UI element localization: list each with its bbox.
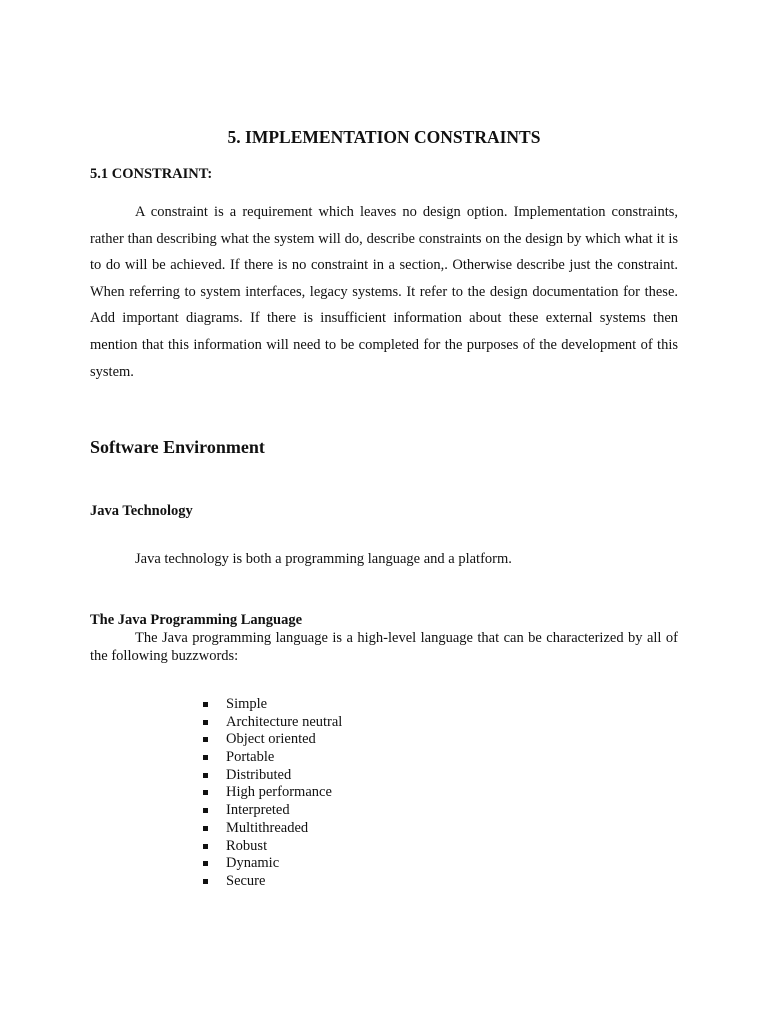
list-item-text: Dynamic [226, 855, 280, 872]
list-item [200, 784, 342, 802]
square-bullet-icon [203, 879, 208, 884]
java-language-section [90, 611, 678, 665]
java-language-heading: The Java Programming Language [90, 612, 302, 628]
list-item [200, 731, 342, 749]
section-heading-constraint: 5.1 CONSTRAINT: [90, 166, 213, 182]
list-item [200, 696, 342, 714]
list-item-text: Simple [226, 696, 268, 712]
square-bullet-icon [203, 720, 208, 725]
square-bullet-icon [203, 790, 208, 795]
list-item-text: Interpreted [226, 802, 290, 819]
java-technology-heading: Java Technology [90, 503, 193, 519]
list-item [200, 767, 342, 785]
list-item-text: Architecture neutral [226, 713, 343, 730]
list-item [200, 802, 342, 820]
square-bullet-icon [203, 773, 208, 778]
software-environment-heading: Software Environment [90, 437, 265, 457]
list-item [200, 873, 342, 891]
list-item [200, 838, 342, 856]
buzzword-list [200, 696, 342, 891]
list-item [200, 714, 342, 732]
list-item-text: Object oriented [226, 731, 316, 748]
java-technology-paragraph: Java technology is both a programming language and a platform. [135, 551, 512, 567]
constraint-paragraph: A constraint is a requirement which leaves no design option. Implementation constraints, rather than describing what the system will do, describe constraints on the design by which what it is to do will be achieved. If there is no constraint in a section,. Otherwise describe just the constraint. When referring to system interfaces, legacy systems. It refer to the design documentation for these. Add important diagrams. If there is insufficient information about these external systems then mention that this information will need to be completed for the purposes of the development of this system. [90, 204, 678, 380]
square-bullet-icon [203, 755, 208, 760]
square-bullet-icon [203, 808, 208, 813]
list-item [200, 820, 342, 838]
list-item-text: Secure [226, 872, 266, 889]
square-bullet-icon [203, 844, 208, 849]
square-bullet-icon [203, 861, 208, 866]
list-item-text: Robust [226, 837, 268, 854]
java-language-paragraph: The Java programming language is a high-level language that can be characterized by all of the following buzzwords: [90, 630, 678, 664]
square-bullet-icon [203, 826, 208, 831]
list-item-text: High performance [226, 784, 332, 801]
list-item [200, 855, 342, 873]
square-bullet-icon [203, 737, 208, 742]
list-item-text: Multithreaded [226, 819, 309, 836]
square-bullet-icon [203, 702, 208, 707]
list-item [200, 749, 342, 767]
chapter-title: 5. IMPLEMENTATION CONSTRAINTS [227, 127, 541, 147]
list-item-text: Distributed [226, 766, 292, 783]
list-item-text: Portable [226, 749, 275, 766]
